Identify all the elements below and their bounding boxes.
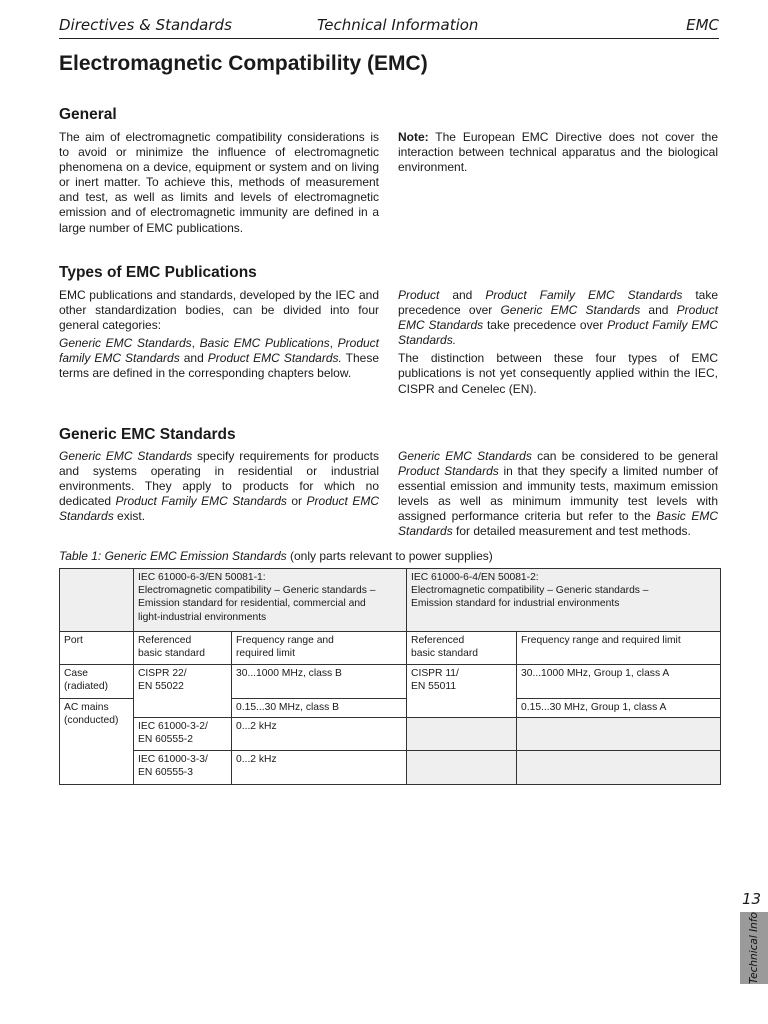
table-row [60, 569, 721, 632]
cell-line: basic standard [411, 648, 478, 660]
header-line: Emission standard for industrial environments [411, 598, 620, 610]
page-number: 13 [742, 890, 762, 908]
iec32-freq: 0...2 kHz [232, 718, 407, 751]
cell-line: basic standard [138, 648, 205, 660]
table-row [60, 665, 721, 699]
cell-line: IEC 61000-3-2/ [138, 721, 208, 732]
generic-left-p1 [59, 449, 379, 524]
ac-res-freq: 0.15...30 MHz, class B [232, 699, 407, 718]
header-line: Electromagnetic compatibility – Generic standards – [138, 585, 376, 597]
header-left: Directives & Standards [59, 16, 232, 34]
cell-line: IEC 61000-3-3/ [138, 754, 208, 765]
cell-line: CISPR 11/ [411, 668, 459, 679]
text: and [179, 351, 208, 366]
iec33-freq: 0...2 kHz [232, 751, 407, 785]
term: Product Family EMC Standards [115, 494, 287, 509]
header-line: Emission standard for residential, commercial and [138, 598, 366, 610]
types-left-column [59, 288, 379, 385]
header-center: Technical Information [317, 16, 479, 34]
cell-line: Case [64, 668, 89, 679]
ac-ind-freq: 0.15...30 MHz, Group 1, class A [517, 699, 721, 718]
port-column-header: Port [60, 632, 134, 665]
term: Product family EMC Standards [59, 336, 379, 366]
cell-line: Frequency range and [236, 635, 334, 646]
text: , [191, 336, 200, 351]
text: exist. [113, 509, 146, 524]
types-left-p1: EMC publications and standards, developed by the IEC and other standardization bodies, can be divided into four general categories: [59, 288, 379, 333]
empty-cell [517, 718, 721, 751]
cell-line: EN 55011 [411, 681, 457, 693]
cell-line: (radiated) [64, 681, 109, 693]
term: Product Standards [398, 464, 499, 479]
generic-left-column [59, 449, 379, 527]
caption-note: (only parts relevant to power supplies) [286, 549, 493, 563]
text: These terms are defined in the corresponding chapters below. [59, 351, 380, 381]
general-note [398, 130, 718, 175]
types-left-p2 [59, 336, 379, 381]
freq-header-res [232, 632, 407, 665]
header-line: IEC 61000-6-4/EN 50081-2: [411, 572, 539, 583]
types-right-p1 [398, 288, 718, 348]
text: in that they specify a limited number of essential emission and immunity tests, maximum emission levels as well as minimum immunity test levels with assigned performance criteria but refer to the [398, 464, 718, 524]
port-ac-mains [60, 699, 134, 785]
heading-types: Types of EMC Publications [59, 264, 257, 281]
general-right-column [398, 130, 718, 178]
ref-iec-61000-3-3 [134, 751, 232, 785]
empty-cell [517, 751, 721, 785]
cell-line: EN 60555-3 [138, 767, 193, 779]
page-title: Electromagnetic Compatibility (EMC) [59, 52, 428, 75]
text: and [439, 288, 486, 302]
residential-standard-header [134, 569, 407, 632]
table-row [60, 718, 721, 751]
text: specify requirements for products and systems operating in residential or industrial environments. They apply to products for which no dedicated [59, 449, 379, 509]
term: Product Family EMC Standards [485, 288, 683, 302]
text: take precedence over [398, 288, 719, 318]
caption-title: Table 1: Generic EMC Emission Standards [59, 549, 287, 563]
empty-cell [407, 751, 517, 785]
term: Basic EMC Standards [398, 509, 718, 539]
general-left-column [59, 130, 379, 239]
generic-right-p1 [398, 449, 718, 540]
header-line: IEC 61000-6-3/EN 50081-1: [138, 572, 266, 583]
table-row [60, 751, 721, 785]
term: Generic EMC Standards [398, 449, 532, 463]
header-line: Electromagnetic compatibility – Generic standards – [411, 585, 649, 597]
cell-line: EN 60555-2 [138, 734, 193, 746]
running-header [59, 14, 719, 39]
port-case [60, 665, 134, 699]
case-ind-freq: 30...1000 MHz, Group 1, class A [517, 665, 721, 699]
generic-right-column [398, 449, 718, 543]
ref-cispr11 [407, 665, 517, 718]
text: and [640, 303, 677, 318]
empty-cell [407, 718, 517, 751]
cell-line: required limit [236, 648, 295, 660]
ref-standard-header-ind [407, 632, 517, 665]
industrial-standard-header [407, 569, 721, 632]
types-right-column [398, 288, 718, 400]
section-side-tab [740, 912, 768, 984]
text: can be considered to be general [531, 449, 718, 463]
case-res-freq: 30...1000 MHz, class B [232, 665, 407, 699]
cell-line: CISPR 22/ [138, 668, 187, 679]
heading-generic: Generic EMC Standards [59, 426, 236, 443]
types-right-p2: The distinction between these four types of EMC publications is not yet consequently applied within the IEC, CISPR and Cenelec (EN). [398, 351, 718, 396]
general-paragraph: The aim of electromagnetic compatibility considerations is to avoid or minimize the influence of electromagnetic phenomena on a device, equipment or system and on living or inert matter. To achieve this, methods of measurement and test, as well as limits and levels of electromagnetic emission and of electromagnetic immunity are defined in a large number of EMC publications. [59, 130, 379, 235]
term: Generic EMC Standards [500, 303, 641, 318]
heading-general: General [59, 106, 117, 123]
header-line: light-industrial environments [138, 611, 267, 623]
ref-cispr22 [134, 665, 232, 718]
note-label: Note: [398, 130, 429, 144]
term: Product [398, 288, 440, 302]
term: Basic EMC Publications [199, 336, 330, 351]
text: take precedence over [483, 318, 608, 333]
term: Product EMC Standards [59, 494, 379, 524]
header-right: EMC [686, 16, 719, 34]
text: or [286, 494, 307, 509]
freq-header-ind: Frequency range and required limit [517, 632, 721, 665]
side-tab-label: Technical Info [748, 912, 760, 984]
note-text: The European EMC Directive does not cover the interaction between technical apparatus and the biological environment. [398, 130, 718, 175]
cell-line: AC mains [64, 702, 109, 713]
term: Product EMC Standards [398, 303, 718, 333]
term: Generic EMC Standards [59, 336, 192, 351]
term: Product EMC Standards. [207, 351, 342, 366]
table-corner-cell [60, 569, 134, 632]
cell-line: Referenced [138, 635, 192, 646]
table-row [60, 632, 721, 665]
cell-line: Referenced [411, 635, 465, 646]
ref-standard-header-res [134, 632, 232, 665]
ref-iec-61000-3-2 [134, 718, 232, 751]
text: , [329, 336, 338, 351]
term: Generic EMC Standards [59, 449, 193, 463]
term: Product Family EMC Standards. [398, 318, 719, 348]
emission-standards-table [59, 568, 721, 785]
cell-line: (conducted) [64, 715, 119, 727]
text: for detailed measurement and test methods. [452, 524, 691, 539]
cell-line: EN 55022 [138, 681, 184, 693]
table-caption [59, 549, 493, 563]
